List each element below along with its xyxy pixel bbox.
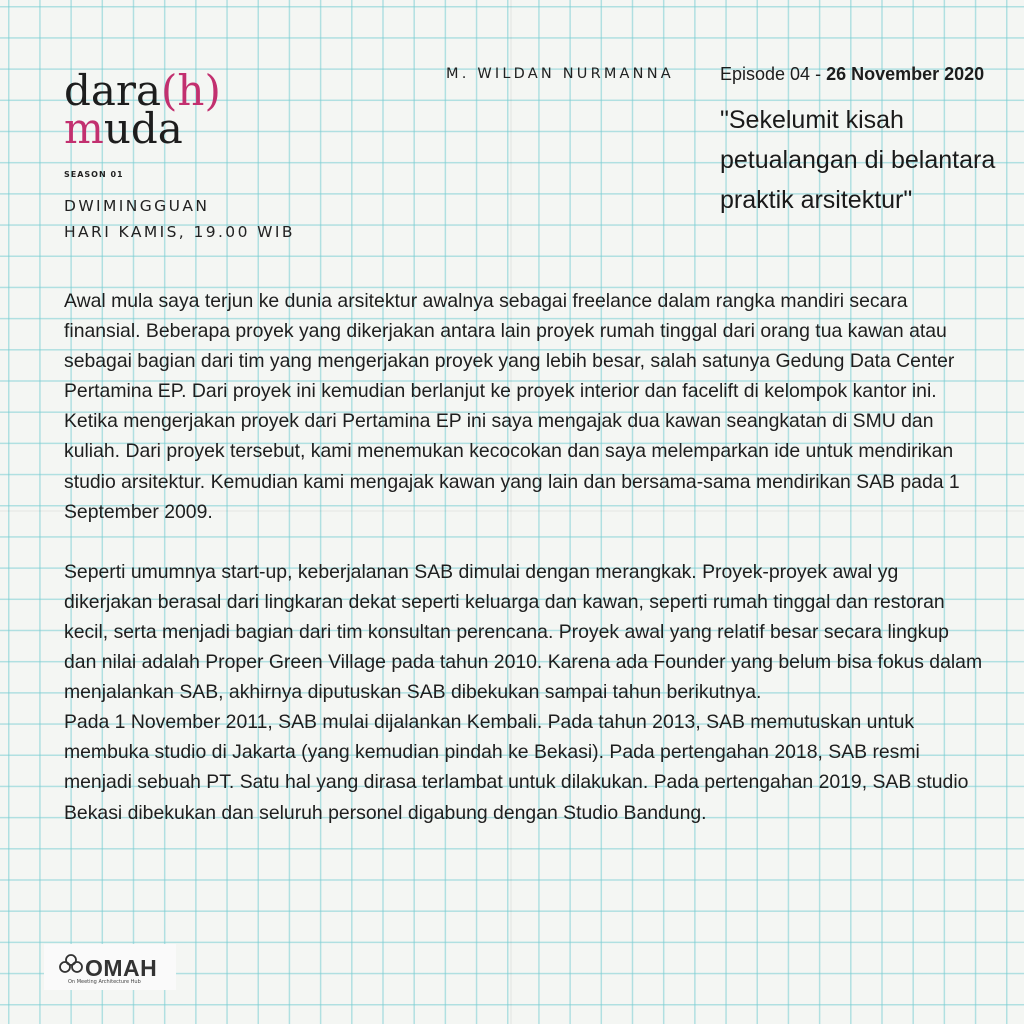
episode-quote: "Sekelumit kisah petualangan di belantara praktik arsitektur" xyxy=(720,106,996,214)
schedule-time: HARI KAMIS, 19.00 WIB xyxy=(64,223,295,241)
paragraph: Pada 1 November 2011, SAB mulai dijalankan Kembali. Pada tahun 2013, SAB memutuskan untuk membuka studio di Jakarta (yang kemudian pindah ke Bekasi). Pada pertengahan 2018, SAB resmi menjadi sebuah PT. Satu hal yang dirasa terlambat untuk dilakukan. Pada pertengahan 2019, SAB studio Bekasi dibekukan dan seluruh personel digabung dengan Studio Bandung. xyxy=(64,711,969,824)
logo-line-2 xyxy=(64,104,221,153)
season-label: SEASON 01 xyxy=(64,170,124,179)
logo-accent-text: m xyxy=(64,104,104,153)
omah-mark-icon xyxy=(58,954,84,974)
logo-accent-text: (h) xyxy=(161,66,221,115)
paragraph: Seperti umumnya start-up, keberjalanan SAB dimulai dengan merangkak. Proyek-proyek awal yg dikerjakan berasal dari lingkaran dekat seperti keluarga dan kawan, seperti rumah tinggal dan restoran kecil, serta menjadi bagian dari tim konsultan perencana. Proyek awal yang relatif besar secara lingkup dan nilai adalah Proper Green Village pada tahun 2010. Karena ada Founder yang belum bisa fokus dalam menjalankan SAB, akhirnya diputuskan SAB dibekukan sampai tahun berikutnya. xyxy=(64,560,983,704)
author-name: M. WILDAN NURMANNA xyxy=(446,66,674,82)
episode-date: 26 November 2020 xyxy=(826,64,985,84)
episode-info xyxy=(720,64,984,85)
logo-text: dara xyxy=(64,66,162,115)
omah-name: OMAH xyxy=(85,955,158,981)
logo-text: uda xyxy=(103,104,183,153)
paragraph: Awal mula saya terjun ke dunia arsitektur awalnya sebagai freelance dalam rangka mandiri secara finansial. Beberapa proyek yang dikerjakan antara lain proyek rumah tinggal dari orang tua kawan atau sebagai bagian dari tim yang mengerjakan proyek yang lebih besar, salah satunya Gedung Data Center Pertamina EP. Dari proyek ini kemudian berlanjut ke proyek interior dan facelift di kelompok kantor ini. Ketika mengerjakan proyek dari Pertamina EP ini saya mengajak dua kawan seangkatan di SMU dan kuliah. Dari proyek tersebut, kami menemukan kecocokan dan saya melemparkan ide untuk mendirikan studio arsitektur. Kemudian kami mengajak kawan yang lain dan bersama-sama mendirikan SAB pada 1 September 2009. xyxy=(64,290,960,523)
article-body xyxy=(64,286,984,828)
schedule xyxy=(64,193,295,245)
darah-muda-logo xyxy=(64,66,221,153)
episode-label: Episode 04 - xyxy=(720,64,827,84)
schedule-frequency: DWIMINGGUAN xyxy=(64,197,210,215)
omah-logo xyxy=(44,944,176,990)
omah-tagline: On Meeting Architecture Hub xyxy=(68,979,141,985)
